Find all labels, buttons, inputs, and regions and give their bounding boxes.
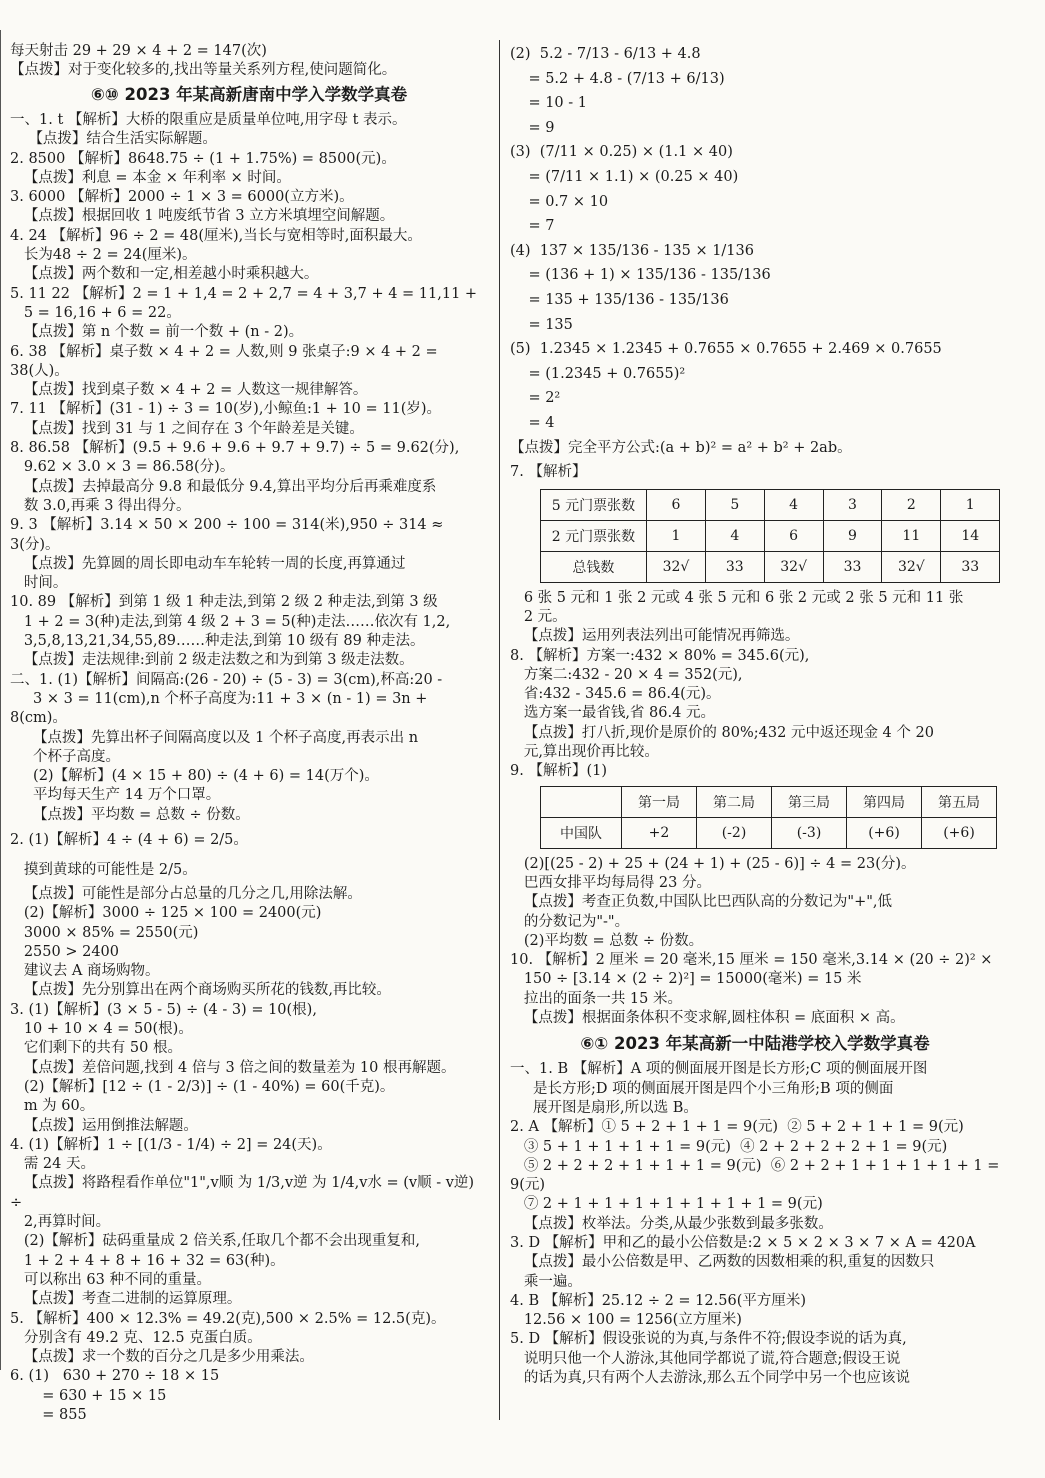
text-line: 10. 89 【解析】到第 1 级 1 种走法,到第 2 级 2 种走法,到第 3 级 <box>10 594 438 611</box>
text-line: = 10 - 1 <box>510 95 587 112</box>
table-row <box>541 489 1000 520</box>
table-cell: 3 <box>823 489 881 520</box>
text-line: 12.56 × 100 = 1256(立方厘米) <box>510 1312 742 1329</box>
text-line: 9.62 × 3.0 × 3 = 86.58(分)。 <box>10 459 235 476</box>
text-line: 4. B 【解析】25.12 ÷ 2 = 12.56(平方厘米) <box>510 1292 807 1309</box>
text-line: 3. 6000 【解析】2000 ÷ 1 × 3 = 6000(立方米)。 <box>10 189 354 206</box>
text-line: 150 ÷ [3.14 × (2 ÷ 2)²] = 15000(毫米) = 15 米 <box>510 971 862 988</box>
text-line: = 135 + 135/136 - 135/136 <box>510 291 729 308</box>
text-line: 分别含有 49.2 克、12.5 克蛋白质。 <box>10 1329 262 1346</box>
text-line: = 5.2 + 4.8 - (7/13 + 6/13) <box>510 70 725 87</box>
left-margin-line <box>0 30 1 1370</box>
text-line: ⑤ 2 + 2 + 2 + 1 + 1 + 1 = 9(元) ⑥ 2 + 2 + 1 + 1 + 1 + 1 + 1 = 9(元) <box>510 1157 1005 1194</box>
text-line: 展开图是扇形,所以选 B。 <box>510 1099 698 1116</box>
left-column <box>10 42 488 1425</box>
text-line: 9. 3 【解析】3.14 × 50 × 200 ÷ 100 = 314(米),950 ÷ 314 ≈ 3(分)。 <box>10 517 449 553</box>
text-line: 选方案一最省钱,省 86.4 元。 <box>510 705 715 722</box>
right-block-c <box>510 855 1000 1029</box>
ticket-table <box>540 489 1000 583</box>
column-divider <box>499 40 500 1420</box>
text-line: 【点拨】两个数和一定,相差越小时乘积越大。 <box>10 266 319 283</box>
text-line: 建议去 A 商场购物。 <box>10 963 160 980</box>
text-line: 5. 【解析】400 × 12.3% = 49.2(克),500 × 2.5% = 12.5(克)。 <box>10 1310 446 1327</box>
text-line: 一、1. t 【解析】大桥的限重应是质量单位吨,用字母 t 表示。 <box>10 112 407 128</box>
text-line: 平均每天生产 14 万个口罩。 <box>10 787 221 804</box>
text-line: (2)【解析】3000 ÷ 125 × 100 = 2400(元) <box>10 905 322 922</box>
text-line: 3,5,8,13,21,34,55,89……种走法,到第 10 级有 89 种走法。 <box>10 633 425 650</box>
text-line: 【点拨】对于变化较多的,找出等量关系列方程,使问题简化。 <box>10 61 397 78</box>
text-line: 它们剩下的共有 50 根。 <box>10 1040 182 1057</box>
text-line: 【点拨】枚举法。分类,从最少张数到最多张数。 <box>510 1215 833 1232</box>
text-line: 7. 11 【解析】(31 - 1) ÷ 3 = 10(岁),小鲸鱼:1 + 10 = 11(岁)。 <box>10 401 442 418</box>
table-cell: 33 <box>941 551 1000 582</box>
text-line: (4) 137 × 135/136 - 135 × 1/136 <box>510 242 754 259</box>
table-cell: 14 <box>941 520 1000 551</box>
text-line: 【点拨】根据面条体积不变求解,圆柱体积 = 底面积 × 高。 <box>510 1010 905 1027</box>
text-line: = 135 <box>510 316 573 333</box>
text-line: 1 + 2 = 3(种)走法,到第 4 级 2 + 3 = 5(种)走法……依次有 1,2, <box>10 613 451 630</box>
text-line: 6 张 5 元和 1 张 2 元或 4 张 5 元和 6 张 2 元或 2 张 5 元和 11 张 <box>510 589 964 606</box>
text-line: 是长方形;D 项的侧面展开图是四个小三角形;B 项的侧面 <box>510 1080 894 1097</box>
text-line: 2. (1)【解析】4 ÷ (4 + 6) = 2/5。 <box>10 831 248 848</box>
text-line: 1 + 2 + 4 + 8 + 16 + 32 = 63(种)。 <box>10 1252 285 1269</box>
text-line: 【点拨】先算出杯子间隔高度以及 1 个杯子高度,再表示出 n <box>10 729 419 746</box>
text-line: 【点拨】第 n 个数 = 前一个数 + (n - 2)。 <box>10 324 304 341</box>
table-cell: (-2) <box>697 817 772 848</box>
text-line: = 4 <box>510 414 555 431</box>
right-column <box>510 42 1005 1388</box>
table-cell: +2 <box>622 817 697 848</box>
text-line: 8. 【解析】方案一:432 × 80% = 345.6(元), <box>510 647 810 664</box>
text-line: ③ 5 + 1 + 1 + 1 + 1 = 9(元) ④ 2 + 2 + 2 + 2 + 1 = 9(元) <box>510 1138 948 1155</box>
text-line: 5. 11 22 【解析】2 = 1 + 1,4 = 2 + 2,7 = 4 + 3,7 + 4 = 11,11 + <box>10 285 478 302</box>
text-line: 【点拨】考查正负数,中国队比巴西队高的分数记为"+",低 <box>510 894 893 911</box>
text-line: = (1.2345 + 0.7655)² <box>510 365 686 382</box>
table-row <box>541 786 997 817</box>
table-row <box>541 520 1000 551</box>
text-line: 3. D 【解析】甲和乙的最小公倍数是:2 × 5 × 2 × 3 × 7 × A = 420A <box>510 1235 976 1251</box>
table-cell: 5 <box>706 489 764 520</box>
text-line: 【点拨】求一个数的百分之几是多少用乘法。 <box>10 1349 314 1366</box>
text-line: = 630 + 15 × 15 <box>10 1387 167 1404</box>
text-line: 个杯子高度。 <box>10 748 121 765</box>
table-cell: 4 <box>706 520 764 551</box>
text-line: (3) (7/11 × 0.25) × (1.1 × 40) <box>510 144 733 161</box>
text-line: 【点拨】运用列表法列出可能情况再筛选。 <box>510 628 800 645</box>
text-line: 6. (1) 630 + 270 ÷ 18 × 15 <box>10 1368 220 1385</box>
text-line: 一、1. B 【解析】A 项的侧面展开图是长方形;C 项的侧面展开图 <box>510 1061 928 1078</box>
text-line: (2)平均数 = 总数 ÷ 份数。 <box>510 932 704 949</box>
text-line: 说明只他一个人游泳,其他同学都说了谎,符合题意;假设王说 <box>510 1350 901 1367</box>
text-line: 省:432 - 345.6 = 86.4(元)。 <box>510 686 721 703</box>
text-line: (2)【解析】(4 × 15 + 80) ÷ (4 + 6) = 14(万个)。 <box>10 768 379 785</box>
text-line: 可以称出 63 种不同的重量。 <box>10 1271 211 1288</box>
table-cell: 32√ <box>764 551 823 582</box>
section-title-61: ⑥① 2023 年某高新一中陆港学校入学数学真卷 <box>580 1034 930 1054</box>
text-line: 2. A 【解析】① 5 + 2 + 1 + 1 = 9(元) ② 5 + 2 + 1 + 1 = 9(元) <box>510 1119 964 1136</box>
table-cell: 32√ <box>646 551 705 582</box>
table-cell: 33 <box>706 551 764 582</box>
text-line: (2)[(25 - 2) + 25 + (24 + 1) + (25 - 6)] ÷ 4 = 23(分)。 <box>510 855 916 872</box>
text-line: 4. 24 【解析】96 ÷ 2 = 48(厘米),当长与宽相等时,面积最大。 <box>10 227 422 244</box>
text-line: 【点拨】先算圆的周长即电动车车轮转一周的长度,再算通过 <box>10 555 406 572</box>
table-cell: 1 <box>646 520 705 551</box>
text-line: = 855 <box>10 1407 87 1423</box>
text-line: (5) 1.2345 × 1.2345 + 0.7655 × 0.7655 + 2.469 × 0.7655 <box>510 341 942 358</box>
right-block-a <box>510 42 1000 485</box>
text-line: 长为48 ÷ 2 = 24(厘米)。 <box>10 247 197 264</box>
text-line: 的话为真,只有两个人去游泳,那么五个同学中另一个也应该说 <box>510 1370 911 1387</box>
text-line: m 为 60。 <box>10 1098 95 1115</box>
score-table <box>540 786 997 849</box>
text-line: ⑦ 2 + 1 + 1 + 1 + 1 + 1 + 1 + 1 = 9(元) <box>510 1196 823 1213</box>
table-cell: 第二局 <box>697 786 772 817</box>
table-cell: 6 <box>764 520 823 551</box>
text-line: = 9 <box>510 119 555 136</box>
text-line: 【点拨】运用倒推法解题。 <box>10 1117 198 1134</box>
text-line: = (136 + 1) × 135/136 - 135/136 <box>510 267 771 284</box>
text-line: 8. 86.58 【解析】(9.5 + 9.6 + 9.6 + 9.7 + 9.7) ÷ 5 = 9.62(分), <box>10 440 460 457</box>
table-cell <box>541 786 622 817</box>
text-line: 3000 × 85% = 2550(元) <box>10 924 199 941</box>
table-cell: 2 元门票张数 <box>541 520 647 551</box>
text-line: 【点拨】利息 = 本金 × 年利率 × 时间。 <box>10 169 291 186</box>
left-block-a <box>10 111 488 825</box>
text-line: 巴西女排平均每局得 23 分。 <box>510 874 711 891</box>
text-line: 2. 8500 【解析】8648.75 ÷ (1 + 1.75%) = 8500(元)。 <box>10 150 396 167</box>
text-line: 3. (1)【解析】(3 × 5 - 5) ÷ (4 - 3) = 10(根), <box>10 1001 317 1018</box>
text-line: 摸到黄球的可能性是 2/5。 <box>10 861 197 878</box>
text-line: 【点拨】考查二进制的运算原理。 <box>10 1291 242 1308</box>
section-title-60: ⑥⑩ 2023 年某高新唐南中学入学数学真卷 <box>90 85 408 104</box>
text-line: 10. 【解析】2 厘米 = 20 毫米,15 厘米 = 150 毫米,3.14 × (20 ÷ 2)² × <box>510 952 993 969</box>
text-line: 5 = 16,16 + 6 = 22。 <box>10 304 181 321</box>
text-line: 【点拨】打八折,现价是原价的 80%;432 元中返还现金 4 个 20 <box>510 724 934 741</box>
text-line: 【点拨】结合生活实际解题。 <box>10 131 217 148</box>
text-line: 4. (1)【解析】1 ÷ [(1/3 - 1/4) ÷ 2] = 24(天)。 <box>10 1136 332 1153</box>
table-row <box>541 551 1000 582</box>
text-line: = 7 <box>510 218 555 235</box>
table-cell: 9 <box>823 520 881 551</box>
text-line: 7. 【解析】 <box>510 464 587 481</box>
table-row <box>541 817 997 848</box>
text-line: = 2² <box>510 390 561 407</box>
text-line: 【点拨】走法规律:到前 2 级走法数之和为到第 3 级走法数。 <box>10 652 414 669</box>
text-line: 【点拨】根据回收 1 吨废纸节省 3 立方米填埋空间解题。 <box>10 208 395 225</box>
text-line: 每天射击 29 + 29 × 4 + 2 = 147(次) <box>10 43 267 59</box>
text-line: 元,算出现价再比较。 <box>510 744 659 761</box>
text-line: 数 3.0,再乘 3 得出得分。 <box>10 497 191 514</box>
text-line: 3 × 3 = 11(cm),n 个杯子高度为:11 + 3 × (n - 1) = 3n + 8(cm)。 <box>10 690 433 727</box>
text-line: 【点拨】差倍问题,找到 4 倍与 3 倍之间的数量差为 10 根再解题。 <box>10 1059 456 1076</box>
table-cell: (-3) <box>772 817 847 848</box>
table-cell: 总钱数 <box>541 551 647 582</box>
text-line: 【点拨】去掉最高分 9.8 和最低分 9.4,算出平均分后再乘难度系 <box>10 478 437 495</box>
text-line: 2550 > 2400 <box>10 943 119 960</box>
table-cell: 中国队 <box>541 817 622 848</box>
text-line: 6. 38 【解析】桌子数 × 4 + 2 = 人数,则 9 张桌子:9 × 4 + 2 = 38(人)。 <box>10 343 443 379</box>
text-line: (2) 5.2 - 7/13 - 6/13 + 4.8 <box>510 46 701 62</box>
text-line: (2)【解析】砝码重量成 2 倍关系,任取几个都不会出现重复和, <box>10 1233 421 1250</box>
text-line: 2,再算时间。 <box>10 1214 111 1231</box>
table-cell: 6 <box>646 489 705 520</box>
text-line: 9. 【解析】(1) <box>510 763 607 780</box>
text-line: 【点拨】平均数 = 总数 ÷ 份数。 <box>10 806 250 823</box>
table-cell: 4 <box>764 489 823 520</box>
table-cell: 2 <box>882 489 941 520</box>
table-cell: 第三局 <box>772 786 847 817</box>
text-line: 【点拨】找到桌子数 × 4 + 2 = 人数这一规律解答。 <box>10 382 368 399</box>
text-line: 需 24 天。 <box>10 1156 95 1173</box>
text-line: 方案二:432 - 20 × 4 = 352(元), <box>510 666 743 683</box>
text-line: 【点拨】可能性是部分占总量的几分之几,用除法解。 <box>10 885 362 902</box>
text-line: 的分数记为"-"。 <box>510 913 630 930</box>
text-line: 5. D 【解析】假设张说的为真,与条件不符;假设李说的话为真, <box>510 1331 907 1348</box>
text-line: 【点拨】最小公倍数是甲、乙两数的因数相乘的积,重复的因数只 <box>510 1254 935 1271</box>
text-line: 【点拨】完全平方公式:(a + b)² = a² + b² + 2ab。 <box>510 439 852 456</box>
table-cell: (+6) <box>847 817 922 848</box>
right-block-d <box>510 1060 1005 1388</box>
table-cell: (+6) <box>922 817 997 848</box>
table-cell: 5 元门票张数 <box>541 489 647 520</box>
table-cell: 1 <box>941 489 1000 520</box>
table-cell: 32√ <box>882 551 941 582</box>
text-line: 2 元。 <box>510 608 567 625</box>
table-cell: 第五局 <box>922 786 997 817</box>
text-line: 二、1. (1)【解析】间隔高:(26 - 20) ÷ (5 - 3) = 3(cm),杯高:20 - <box>10 671 443 688</box>
text-line: 时间。 <box>10 575 68 592</box>
text-line: (2)【解析】[12 ÷ (1 - 2/3)] ÷ (1 - 40%) = 60(千克)。 <box>10 1078 395 1095</box>
text-line: = 0.7 × 10 <box>510 193 609 210</box>
table-cell: 33 <box>823 551 881 582</box>
text-line: = (7/11 × 1.1) × (0.25 × 40) <box>510 168 739 185</box>
left-block-b <box>10 885 488 1425</box>
table-cell: 第四局 <box>847 786 922 817</box>
text-line: 10 + 10 × 4 = 50(根)。 <box>10 1021 193 1038</box>
table-cell: 11 <box>882 520 941 551</box>
table-cell: 第一局 <box>622 786 697 817</box>
right-block-b <box>510 589 1000 782</box>
text-line: 【点拨】将路程看作单位"1",v顺 为 1/3,v逆 为 1/4,v水 = (v顺 - v逆) ÷ <box>10 1175 479 1211</box>
text-line: 乘一遍。 <box>510 1273 582 1290</box>
text-line: 【点拨】找到 31 与 1 之间存在 3 个年龄差是关键。 <box>10 420 364 437</box>
text-line: 【点拨】先分别算出在两个商场购买所花的钱数,再比较。 <box>10 982 391 999</box>
text-line: 拉出的面条一共 15 米。 <box>510 990 682 1007</box>
